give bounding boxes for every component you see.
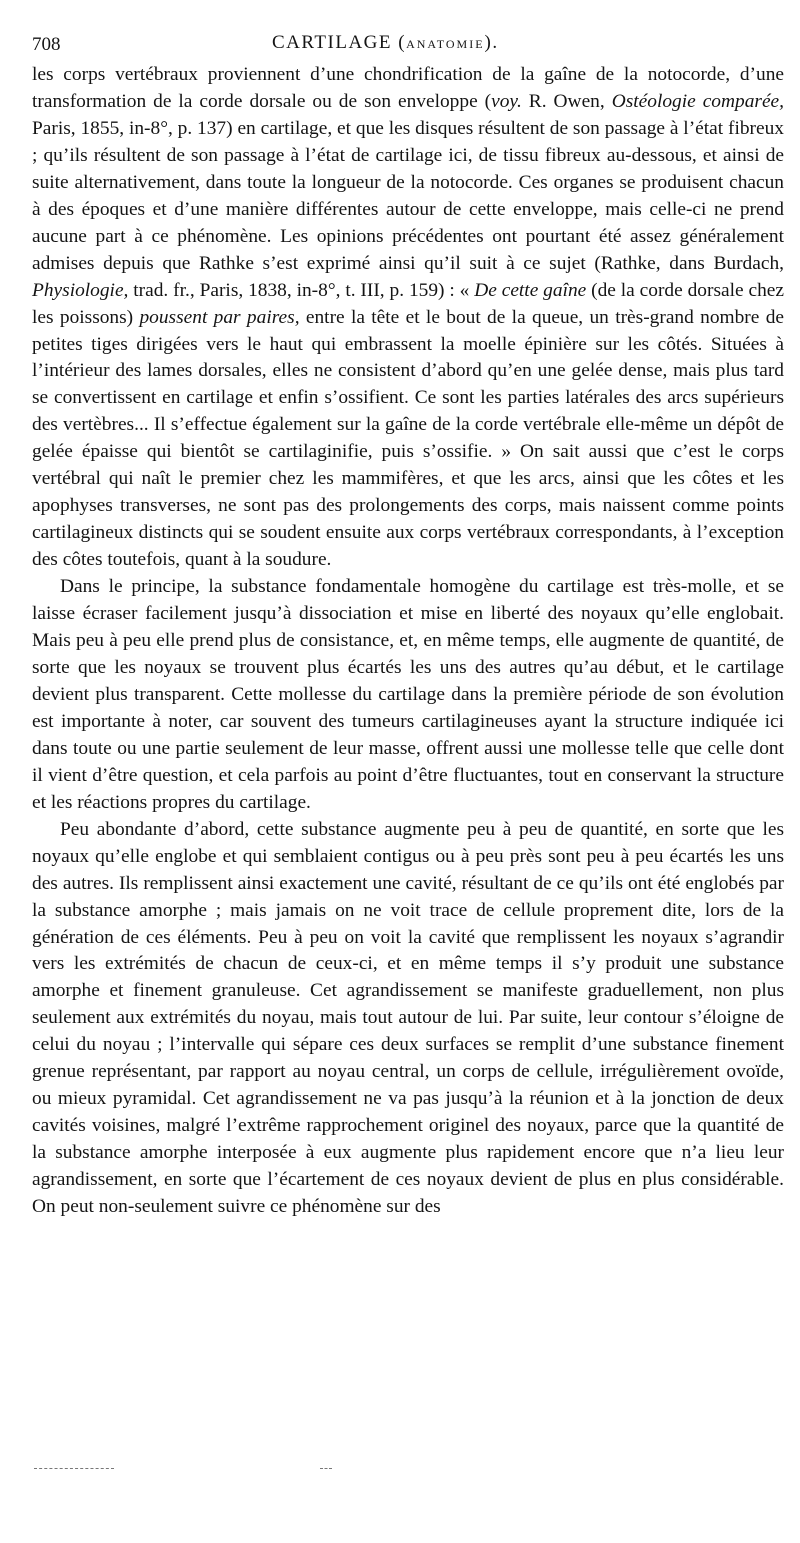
running-title-main: CARTILAGE (	[272, 32, 407, 53]
footer-rule	[320, 1468, 332, 1469]
paragraph-text: entre la tête et le bout de la queue, un très-grand nombre de petites tiges dirigées vers le haut qui embrassent la moelle épinière sur les côtés. Situées à l’intérieur des lames dorsales, elles ne consistent d’abord qu’en une gelée dense, mais plus tard se convertissent en cartilage et enfin s’ossifient. Ce sont les parties latérales des arcs supérieurs des vertèbres... Il s’effectue également sur la gaîne de la corde vertébrale elle-même un dépôt de gelée épaisse qui bientôt se cartilaginifie, puis s’ossifie. » On sait aussi que c’est le corps vertébral qui naît le premier chez les mammifères, et que les arcs, ainsi que les côtes et les apophyses transverses, ne sont pas des prolongements des corps, mais naissent comme points cartilagineux distincts qui se soudent ensuite aux corps vertébraux correspondants, à l’exception des côtes toutefois, quant à la soudure.	[32, 306, 785, 571]
running-title-subject: ANATOMIE	[406, 37, 485, 51]
book-page	[32, 28, 784, 1221]
paragraph: Dans le principe, la substance fondamentale homogène du cartilage est très-molle, et se laisse écraser facilement jusqu’à dissociation et mise en liberté des noyaux qu’elle englobait. Mais peu à peu elle prend plus de consistance, et, en même temps, elle augmente de quantité, de sorte que les noyaux se trouvent plus écartés les uns des autres qu’au début, et le cartilage devient plus transparent. Cette mollesse du cartilage dans la première période de son évolution est importante à noter, car souvent des tumeurs cartilagineuses ayant la structure indiquée ici dans toute ou une partie seulement de leur masse, offrent aussi une mollesse telle que celle dont il vient d’être question, et cela parfois au point d’être fluctuantes, tout en conservant la structure et les réactions propres du cartilage.	[32, 576, 784, 813]
paragraph-text: Paris, 1855, in-8°, p. 137) en cartilage, et que les disques résultent de son passage à l’état fibreux ; qu’ils résultent de son passage à l’état de cartilage ici, de tissu fibreux au-dessous, et ainsi de suite alternativement, dans toute la longueur de la notocorde. Ces organes se produisent chacun à des époques et d’une manière différentes autour de cette enveloppe, mais celle-ci ne prend aucune part à ce phénomène. Les opinions précédentes ont pourtant été assez généralement admises depuis que Rathke s’est exprimé ainsi qu’il suit à ce sujet (Rathke, dans Burdach,	[32, 117, 784, 274]
italic-quotation: poussent par paires,	[139, 306, 300, 328]
running-head	[32, 28, 784, 62]
body-text	[32, 62, 784, 1221]
paragraph: Peu abondante d’abord, cette substance augmente peu à peu de quantité, en sorte que les noyaux qu’elle englobe et qui semblaient contigus ou à peu près sont peu à peu écartés les uns des autres. Ils remplissent ainsi exactement une cavité, résultant de ce qu’ils ont été englobés par la substance amorphe ; mais jamais on ne voit trace de cellule proprement dite, lors de la génération de ces éléments. Peu à peu on voit la cavité que remplissent les noyaux s’agrandir vers les extrémités de chacun de ceux-ci, et en même temps il s’y produit une substance amorphe et finement granuleuse. Cet agrandissement se manifeste graduellement, non plus seulement aux extrémités du noyau, mais tout autour de lui. Par suite, leur contour s’éloigne de celui du noyau ; l’intervalle qui sépare ces deux surfaces se remplit d’une substance finement grenue représentant, par rapport au noyau central, un corps de cellule, irrégulièrement ovoïde, ou mieux pyramidal. Cet agrandissement ne va pas jusqu’à la réunion et à la jonction de deux cavités voisines, malgré l’extrême rapprochement originel des noyaux, parce que la quantité de la substance amorphe interposée à eux augmente plus rapidement encore que n’a lieu leur agrandissement, en sorte que l’écartement de ces noyaux devient de plus en plus considérable. On peut non-seulement suivre ce phénomène sur des	[32, 818, 784, 1218]
running-title	[272, 32, 499, 54]
footer-rule	[34, 1468, 114, 1469]
paragraph-text: (de la corde dorsale chez les poissons)	[32, 279, 784, 328]
page-number: 708	[32, 34, 61, 55]
paragraph-text: R. Owen,	[521, 90, 612, 112]
italic-book-title: Physiologie,	[32, 279, 129, 301]
paragraph-text: les corps vertébraux proviennent d’une chondrification de la gaîne de la notocorde, d’une transformation de la corde dorsale ou de son enveloppe (	[32, 64, 784, 112]
paragraph-text: trad. fr., Paris, 1838, in-8°, t. III, p. 159) : «	[128, 279, 475, 301]
italic-reference: voy.	[491, 90, 522, 112]
italic-quotation: De cette gaîne	[474, 279, 587, 301]
italic-book-title: Ostéologie comparée,	[611, 90, 784, 112]
running-title-end: ).	[484, 32, 499, 53]
paragraph-continued	[32, 62, 784, 574]
